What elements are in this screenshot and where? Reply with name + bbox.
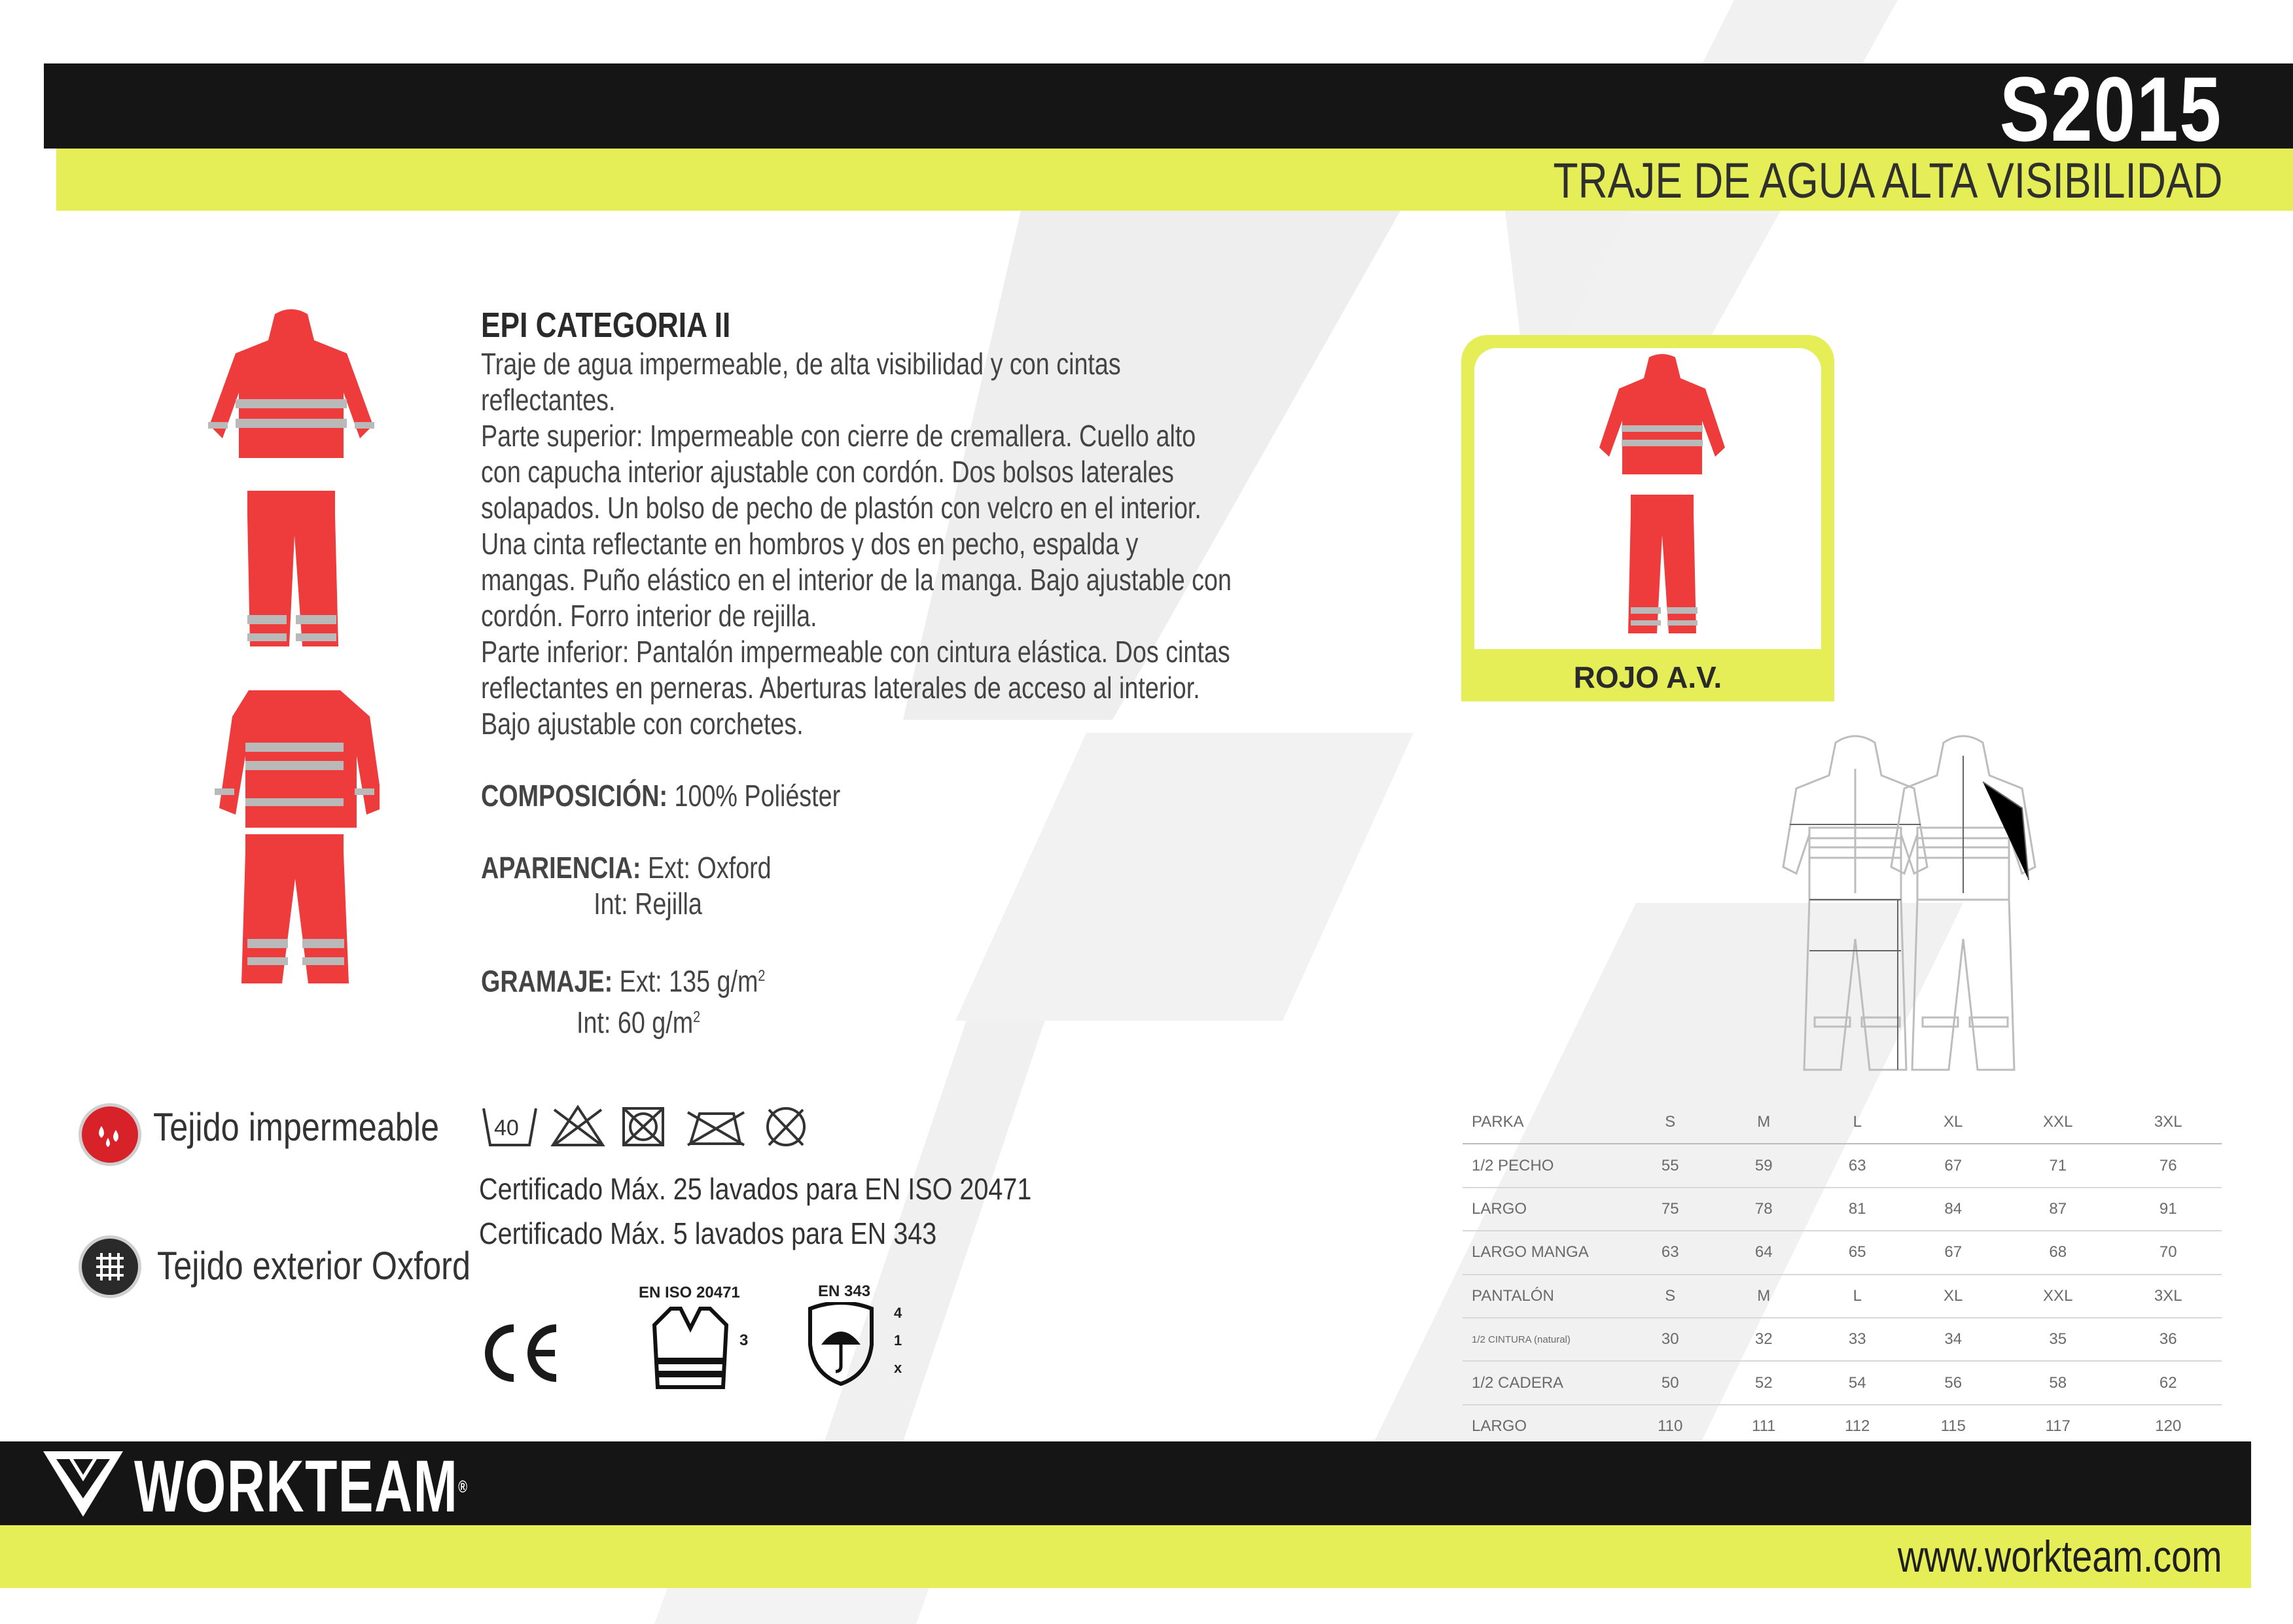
composition-value: 100% Poliéster bbox=[674, 779, 841, 813]
feature-waterproof-label: Tejido impermeable bbox=[153, 1105, 440, 1149]
product-front-image bbox=[196, 308, 386, 661]
table-cell: 1/2 CINTURA (natural) bbox=[1463, 1318, 1622, 1361]
water-drops-icon bbox=[79, 1103, 141, 1166]
hi-vis-vest-icon bbox=[651, 1305, 730, 1390]
size-table bbox=[1463, 1101, 2222, 1447]
table-row bbox=[1463, 1188, 2222, 1231]
table-cell: PARKA bbox=[1463, 1101, 1622, 1144]
en343-value-3: x bbox=[894, 1360, 902, 1376]
table-cell: 111 bbox=[1752, 1417, 1776, 1435]
table-row bbox=[1463, 1275, 2222, 1318]
table-row bbox=[1463, 1318, 2222, 1361]
table-cell: 115 bbox=[1940, 1417, 1966, 1435]
table-cell: 33 bbox=[1809, 1318, 1905, 1361]
product-title: TRAJE DE AGUA ALTA VISIBILIDAD bbox=[1553, 153, 2222, 209]
table-cell: 35 bbox=[2001, 1318, 2115, 1361]
tech-drawing-back bbox=[1872, 730, 2068, 1083]
oxford-weave-icon bbox=[79, 1235, 141, 1298]
table-cell: 63 bbox=[1622, 1231, 1718, 1274]
product-code: S2015 bbox=[1999, 58, 2222, 160]
table-cell: S bbox=[1622, 1275, 1718, 1318]
table-cell: 58 bbox=[2001, 1361, 2115, 1404]
brand-registered-mark: ® bbox=[458, 1477, 469, 1496]
table-cell: 71 bbox=[2001, 1144, 2115, 1187]
table-cell: 32 bbox=[1718, 1318, 1809, 1361]
website-link[interactable]: www.workteam.com bbox=[1898, 1532, 2222, 1581]
table-cell: XL bbox=[1905, 1101, 2000, 1144]
appearance-ext: Ext: Oxford bbox=[647, 851, 772, 885]
weight-ext-unit-sup: 2 bbox=[758, 967, 766, 985]
composition-line bbox=[481, 778, 1232, 814]
weight-int-line bbox=[481, 999, 1232, 1040]
en343-value-2: 1 bbox=[894, 1332, 902, 1349]
table-cell: 3XL bbox=[2115, 1101, 2222, 1144]
table-cell: 68 bbox=[2001, 1231, 2115, 1274]
product-back-image bbox=[209, 677, 380, 991]
appearance-line bbox=[481, 850, 1232, 886]
cert-line-en343: Certificado Máx. 5 lavados para EN 343 bbox=[479, 1216, 937, 1250]
ce-mark-icon bbox=[478, 1320, 563, 1386]
table-cell: 65 bbox=[1809, 1231, 1905, 1274]
iso-badge-class: 3 bbox=[739, 1332, 749, 1349]
table-cell: 63 bbox=[1809, 1144, 1905, 1187]
table-cell: 30 bbox=[1622, 1318, 1718, 1361]
table-cell: 110 bbox=[1658, 1417, 1683, 1435]
table-cell: L bbox=[1809, 1275, 1905, 1318]
table-cell: 55 bbox=[1622, 1144, 1718, 1187]
weight-label: GRAMAJE: bbox=[481, 964, 613, 998]
weight-int: Int: 60 g/m bbox=[576, 1005, 694, 1040]
table-cell: 75 bbox=[1622, 1188, 1718, 1231]
weight-line bbox=[481, 958, 1232, 999]
appearance-int: Int: Rejilla bbox=[594, 887, 702, 921]
table-cell: 36 bbox=[2115, 1318, 2222, 1361]
table-cell: L bbox=[1809, 1101, 1905, 1144]
brand-name bbox=[134, 1447, 469, 1526]
table-cell: PANTALÓN bbox=[1463, 1275, 1622, 1318]
weight-ext: Ext: 135 g/m bbox=[619, 964, 758, 998]
table-cell: 67 bbox=[1905, 1231, 2000, 1274]
product-description bbox=[481, 308, 1232, 1041]
table-row bbox=[1463, 1144, 2222, 1187]
table-cell: 3XL bbox=[2115, 1275, 2222, 1318]
table-cell: 64 bbox=[1718, 1231, 1809, 1274]
table-cell: 78 bbox=[1718, 1188, 1809, 1231]
table-cell: 70 bbox=[2115, 1231, 2222, 1274]
table-row bbox=[1463, 1101, 2222, 1144]
epi-category-heading: EPI CATEGORIA II bbox=[481, 306, 731, 345]
color-name: ROJO A.V. bbox=[1573, 660, 1722, 694]
table-cell: XXL bbox=[2001, 1101, 2115, 1144]
table-cell: 91 bbox=[2115, 1188, 2222, 1231]
en343-value-1: 4 bbox=[894, 1305, 902, 1321]
table-cell: 50 bbox=[1622, 1361, 1718, 1404]
table-cell: 59 bbox=[1718, 1144, 1809, 1187]
table-cell: XXL bbox=[2001, 1275, 2115, 1318]
umbrella-shield-icon bbox=[805, 1302, 877, 1387]
table-cell: 84 bbox=[1905, 1188, 2000, 1231]
table-cell: 81 bbox=[1809, 1188, 1905, 1231]
wash-temp: 40 bbox=[494, 1116, 519, 1140]
table-cell: 54 bbox=[1809, 1361, 1905, 1404]
table-cell: 1/2 PECHO bbox=[1463, 1144, 1622, 1187]
color-swatch-image bbox=[1597, 353, 1728, 641]
table-cell: 76 bbox=[2115, 1144, 2222, 1187]
table-cell: LARGO bbox=[1463, 1188, 1622, 1231]
header-black-band bbox=[44, 63, 2293, 149]
description-lower-part: Parte inferior: Pantalón impermeable con cintura elástica. Dos cintas reflectantes en perneras. Aberturas laterales de acceso al interior. Bajo ajustable con corchetes. bbox=[481, 635, 1230, 741]
table-cell: LARGO bbox=[1472, 1417, 1527, 1435]
table-cell: XL bbox=[1905, 1275, 2000, 1318]
table-cell: 87 bbox=[2001, 1188, 2115, 1231]
table-cell: M bbox=[1718, 1275, 1809, 1318]
table-row bbox=[1463, 1231, 2222, 1274]
table-row bbox=[1463, 1361, 2222, 1404]
table-cell: 56 bbox=[1905, 1361, 2000, 1404]
en343-badge-label: EN 343 bbox=[818, 1282, 871, 1300]
appearance-label: APARIENCIA: bbox=[481, 851, 641, 885]
table-cell: 1/2 CADERA bbox=[1463, 1361, 1622, 1404]
table-cell: 67 bbox=[1905, 1144, 2000, 1187]
workteam-logo-icon bbox=[41, 1447, 126, 1519]
table-cell: 117 bbox=[2045, 1417, 2071, 1435]
table-cell: 62 bbox=[2115, 1361, 2222, 1404]
table-cell: 120 bbox=[2155, 1417, 2182, 1435]
table-cell: LARGO MANGA bbox=[1463, 1231, 1622, 1274]
table-cell: M bbox=[1718, 1101, 1809, 1144]
table-cell: S bbox=[1622, 1101, 1718, 1144]
cert-line-iso: Certificado Máx. 25 lavados para EN ISO 20471 bbox=[479, 1172, 1032, 1206]
table-cell: 34 bbox=[1905, 1318, 2000, 1361]
table-cell: 112 bbox=[1845, 1417, 1870, 1435]
care-symbols bbox=[481, 1103, 815, 1149]
weight-int-unit-sup: 2 bbox=[693, 1008, 701, 1027]
description-upper-part: Parte superior: Impermeable con cierre de cremallera. Cuello alto con capucha interior ajustable con cordón. Dos bolsos laterales solapados. Un bolso de pecho de plastón con velcro en el interior. Una cinta reflectante en hombros y dos en pecho, espalda y mangas. Puño elástico en el interior de la manga. Bajo ajustable con cordón. Forro interior de rejilla. bbox=[481, 419, 1232, 633]
brand-name-text: WORKTEAM bbox=[134, 1445, 459, 1527]
description-intro: Traje de agua impermeable, de alta visibilidad y con cintas reflectantes. bbox=[481, 347, 1121, 417]
table-cell: 52 bbox=[1718, 1361, 1809, 1404]
iso-badge-label: EN ISO 20471 bbox=[639, 1284, 740, 1301]
composition-label: COMPOSICIÓN: bbox=[481, 779, 668, 813]
feature-oxford-label: Tejido exterior Oxford bbox=[157, 1244, 471, 1288]
